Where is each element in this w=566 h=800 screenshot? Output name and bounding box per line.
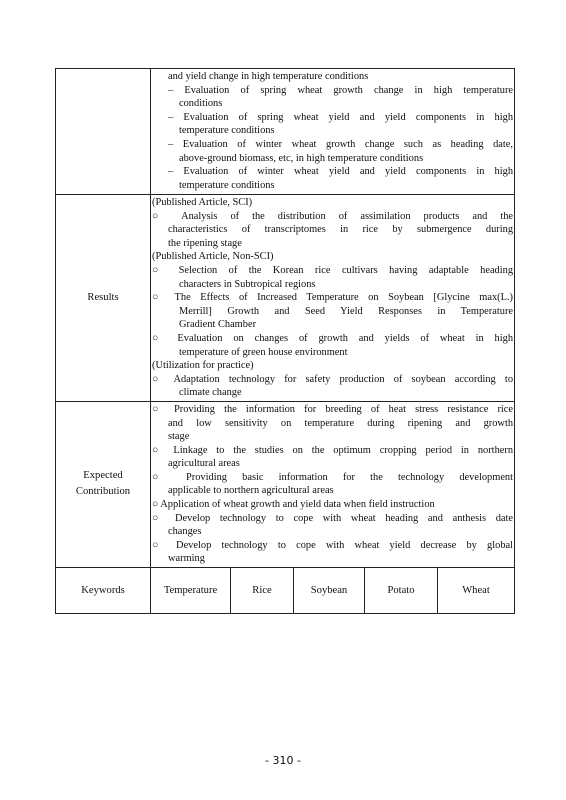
- results-line: the ripening stage: [168, 237, 242, 249]
- continued-line: conditions: [179, 98, 223, 110]
- expected-bullet: ○ Develop technology to cope with wheat heading and anthesis date: [152, 512, 514, 524]
- expected-line: and low sensitivity on temperature during ripening and growth: [168, 417, 514, 429]
- results-heading: (Utilization for practice): [152, 360, 254, 372]
- expected-bullet: ○ Application of wheat growth and yield data when field instruction: [152, 499, 435, 511]
- expected-bullet: ○ Develop technology to cope with wheat yield decrease by global: [152, 539, 514, 551]
- expected-bullet: ○ Linkage to the studies on the optimum cropping period in northern: [152, 444, 514, 456]
- continued-line: – Evaluation of winter wheat growth change such as heading date,: [168, 138, 514, 150]
- results-heading: (Published Article, SCI): [152, 197, 253, 208]
- report-table: [55, 68, 515, 614]
- results-line: climate change: [179, 387, 242, 399]
- results-line: Gradient Chamber: [179, 319, 257, 331]
- page-number: - 310 -: [265, 754, 301, 767]
- keyword-cell: Soybean: [294, 568, 365, 614]
- keywords-label: Keywords: [56, 568, 151, 614]
- expected-label-line: Contribution: [75, 486, 131, 498]
- continued-line: above-ground biomass, etc, in high temperature conditions: [179, 152, 424, 164]
- expected-bullet: ○ Providing basic information for the technology development: [152, 471, 514, 483]
- results-bullet: ○ Selection of the Korean rice cultivars having adaptable heading: [152, 264, 514, 276]
- keywords-row: [56, 568, 515, 614]
- expected-line: stage: [168, 431, 190, 443]
- expected-line: agricultural areas: [168, 458, 240, 470]
- results-heading: (Published Article, Non-SCI): [152, 251, 274, 263]
- continued-label-cell: [56, 69, 151, 195]
- continued-row: [56, 69, 515, 195]
- keyword-cell: Temperature: [151, 568, 231, 614]
- keyword-cell: Wheat: [438, 568, 515, 614]
- expected-bullet: ○ Providing the information for breeding of heat stress resistance rice: [152, 403, 514, 415]
- expected-line: warming: [168, 553, 205, 565]
- expected-label: [56, 401, 151, 567]
- keyword-cell: Potato: [365, 568, 438, 614]
- expected-line: changes: [168, 526, 202, 538]
- results-bullet: ○ Analysis of the distribution of assimilation products and the: [152, 210, 514, 222]
- expected-line: applicable to northern agricultural areas: [168, 485, 334, 497]
- results-line: characteristics of transcriptomes in rice by submergence during: [168, 224, 514, 236]
- expected-row: [56, 401, 515, 567]
- continued-line: and yield change in high temperature conditions: [168, 71, 369, 82]
- results-bullet: ○ Adaptation technology for safety production of soybean according to: [152, 373, 514, 385]
- keyword-cell: Rice: [231, 568, 294, 614]
- continued-line: temperature conditions: [179, 125, 275, 137]
- expected-content: [151, 401, 515, 567]
- expected-label-line: Expected: [83, 470, 123, 482]
- continued-line: – Evaluation of winter wheat yield and yield components in high: [168, 166, 514, 178]
- results-bullet: ○ Evaluation on changes of growth and yields of wheat in high: [152, 332, 514, 344]
- continued-line: – Evaluation of spring wheat yield and yield components in high: [168, 111, 514, 123]
- results-label: Results: [56, 195, 151, 402]
- results-bullet: ○ The Effects of Increased Temperature on Soybean [Glycine max(L.): [152, 292, 514, 304]
- continued-content: [151, 69, 515, 195]
- results-line: temperature of green house environment: [179, 346, 348, 358]
- continued-line: temperature conditions: [179, 179, 275, 191]
- continued-line: – Evaluation of spring wheat growth change in high temperature: [168, 84, 514, 96]
- results-content: [151, 195, 515, 402]
- results-line: characters in Subtropical regions: [179, 278, 316, 290]
- results-row: [56, 195, 515, 402]
- results-line: Merrill] Growth and Seed Yield Responses in Temperature: [179, 305, 514, 317]
